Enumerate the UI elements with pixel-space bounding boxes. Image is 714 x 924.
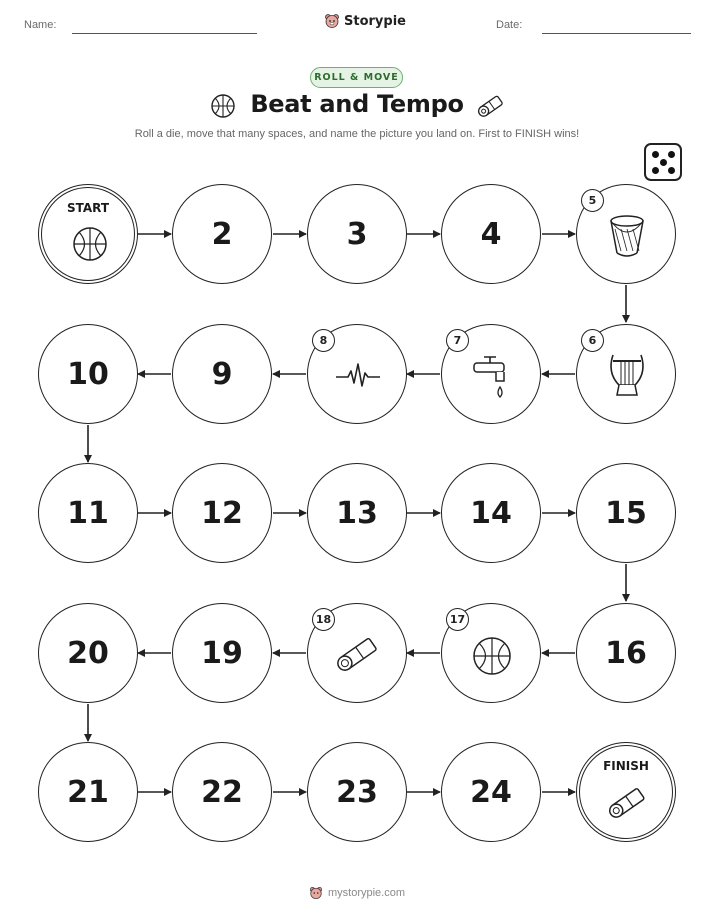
space-9[interactable]: 9 [172, 324, 272, 424]
space-13[interactable]: 13 [307, 463, 407, 563]
space-23[interactable]: 23 [307, 742, 407, 842]
lyre-icon [605, 349, 649, 401]
name-label: Name: [24, 19, 57, 31]
page-title: Beat and Tempo [250, 90, 464, 118]
space-4[interactable]: 4 [441, 184, 541, 284]
space-19[interactable]: 19 [172, 603, 272, 703]
space-8[interactable] [307, 324, 407, 424]
space-5[interactable] [576, 184, 676, 284]
faucet-icon [470, 351, 514, 401]
space-15[interactable]: 15 [576, 463, 676, 563]
space-10[interactable]: 10 [38, 324, 138, 424]
basketball-icon [72, 226, 108, 262]
footer [0, 886, 714, 900]
space-11[interactable]: 11 [38, 463, 138, 563]
space-3[interactable]: 3 [307, 184, 407, 284]
drum-icon [607, 213, 647, 261]
space-number-badge: 6 [581, 329, 604, 352]
basketball-icon [472, 636, 512, 676]
space-14[interactable]: 14 [441, 463, 541, 563]
space-16[interactable]: 16 [576, 603, 676, 703]
space-number-badge: 7 [446, 329, 469, 352]
space-finish[interactable] [576, 742, 676, 842]
space-7[interactable] [441, 324, 541, 424]
space-21[interactable]: 21 [38, 742, 138, 842]
space-number-badge: 18 [312, 608, 335, 631]
bear-mascot-icon [309, 886, 323, 900]
space-number-badge: 8 [312, 329, 335, 352]
scroll-icon [332, 632, 384, 676]
space-17[interactable] [441, 603, 541, 703]
space-20[interactable]: 20 [38, 603, 138, 703]
finish-label: FINISH [603, 759, 649, 773]
date-label: Date: [496, 19, 523, 31]
space-number-badge: 5 [581, 189, 604, 212]
scroll-icon [604, 782, 652, 824]
start-label: START [66, 201, 110, 215]
heartbeat-icon [334, 361, 382, 389]
brand-name: Storypie [344, 13, 406, 29]
space-6[interactable] [576, 324, 676, 424]
space-start[interactable] [38, 184, 138, 284]
space-number-badge: 17 [446, 608, 469, 631]
space-22[interactable]: 22 [172, 742, 272, 842]
instructions: Roll a die, move that many spaces, and name the picture you land on. First to FINISH wins! [134, 128, 580, 140]
footer-url[interactable]: mystorypie.com [327, 887, 406, 899]
space-12[interactable]: 12 [172, 463, 272, 563]
space-18[interactable] [307, 603, 407, 703]
space-2[interactable]: 2 [172, 184, 272, 284]
roll-and-move-badge: ROLL & MOVE [310, 67, 403, 88]
space-24[interactable]: 24 [441, 742, 541, 842]
